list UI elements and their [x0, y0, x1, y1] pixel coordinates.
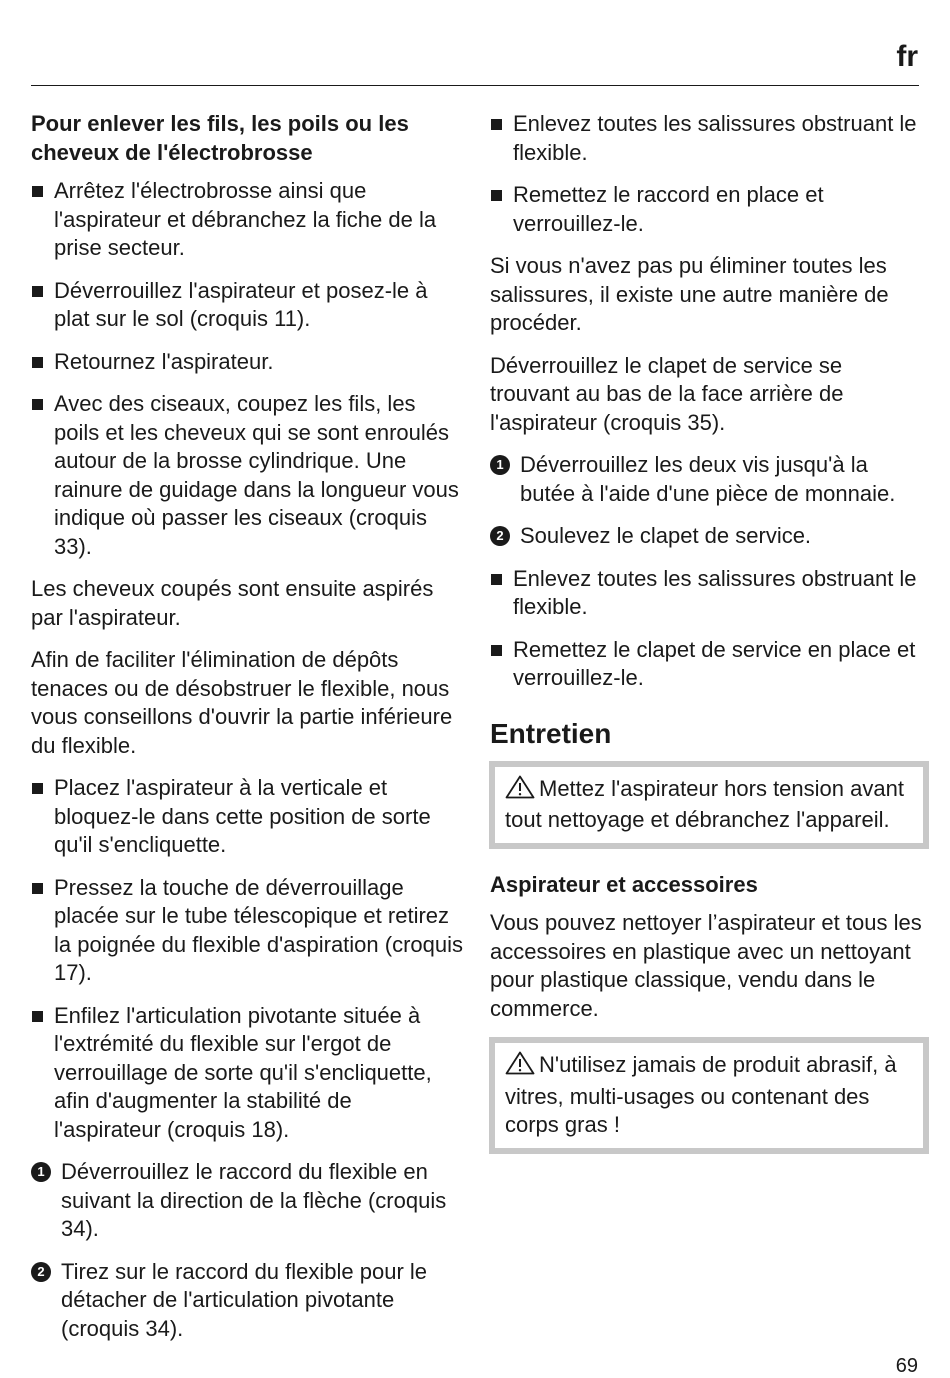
section-subheading: Aspirateur et accessoires [490, 871, 758, 897]
bullet-square-icon [32, 186, 43, 197]
bullet-square-icon [32, 399, 43, 410]
page-number: 69 [895, 1355, 918, 1377]
list-item: Retournez l'aspirateur. [31, 348, 463, 377]
numbered-step: 1 Déverrouillez les deux vis jusqu'à la butée à l'aide d'une pièce de monnaie. [490, 451, 922, 508]
warning-triangle-icon [505, 1051, 535, 1083]
bullet-square-icon [32, 357, 43, 368]
warning-text: N'utilisez jamais de produit abrasif, à vitres, multi-usages ou contenant des corps gras ! [505, 1052, 897, 1137]
warning-box [489, 1037, 929, 1154]
list-item: Arrêtez l'électrobrosse ainsi que l'aspirateur et débranchez la fiche de la prise secteur. [31, 177, 463, 263]
list-item: Déverrouillez l'aspirateur et posez-le à plat sur le sol (croquis 11). [31, 277, 463, 334]
list-item: Placez l'aspirateur à la verticale et bloquez-le dans cette position de sorte qu'il s'encliquette. [31, 774, 463, 860]
bullet-square-icon [32, 1011, 43, 1022]
list-item: Remettez le clapet de service en place et verrouillez-le. [490, 636, 922, 693]
numbered-step: 2 Soulevez le clapet de service. [490, 522, 922, 551]
bullet-square-icon [491, 190, 502, 201]
paragraph: Vous pouvez nettoyer l’aspirateur et tous les accessoires en plastique avec un nettoyant pour plastique classique, vendu dans le commerce. [490, 910, 922, 1021]
step-number-icon: 2 [490, 526, 510, 546]
paragraph: Afin de faciliter l'élimination de dépôts tenaces ou de désobstruer le flexible, nous vous conseillons d'ouvrir la partie inférieure du flexible. [31, 647, 453, 758]
warning-box [489, 761, 929, 849]
paragraph: Déverrouillez le clapet de service se trouvant au bas de la face arrière de l'aspirateur (croquis 35). [490, 352, 844, 435]
bullet-square-icon [491, 574, 502, 585]
list-item: Enfilez l'articulation pivotante située à l'extrémité du flexible sur l'ergot de verrouillage de sorte qu'il s'encliquette, afin d'augmenter la stabilité de l'aspirateur (croquis 18). [31, 1002, 463, 1145]
bullet-square-icon [32, 286, 43, 297]
warning-text: Mettez l'aspirateur hors tension avant tout nettoyage et débranchez l'appareil. [505, 775, 904, 832]
numbered-step: 1 Déverrouillez le raccord du flexible en suivant la direction de la flèche (croquis 34). [31, 1158, 463, 1244]
warning-triangle-icon [505, 775, 535, 807]
paragraph: Si vous n'avez pas pu éliminer toutes les salissures, il existe une autre manière de procéder. [490, 253, 889, 335]
step-number-icon: 1 [490, 455, 510, 475]
bullet-square-icon [32, 783, 43, 794]
header-rule [31, 85, 919, 86]
paragraph: Les cheveux coupés sont ensuite aspirés par l'aspirateur. [31, 576, 434, 630]
step-number-icon: 2 [31, 1262, 51, 1282]
list-item: Enlevez toutes les salissures obstruant le flexible. [490, 110, 922, 167]
bullet-square-icon [32, 883, 43, 894]
language-code: fr [896, 40, 918, 73]
bullet-square-icon [491, 645, 502, 656]
list-item: Remettez le raccord en place et verrouillez-le. [490, 181, 922, 238]
left-column [31, 110, 463, 1357]
step-number-icon: 1 [31, 1162, 51, 1182]
bullet-square-icon [491, 119, 502, 130]
list-item: Enlevez toutes les salissures obstruant le flexible. [490, 565, 922, 622]
right-column [490, 110, 922, 1176]
section-subheading: Pour enlever les fils, les poils ou les cheveux de l'électrobrosse [31, 111, 409, 165]
list-item: Pressez la touche de déverrouillage placée sur le tube télescopique et retirez la poignée du flexible d'aspiration (croquis 17). [31, 874, 463, 988]
list-item: Avec des ciseaux, coupez les fils, les poils et les cheveux qui se sont enroulés autour de la brosse cylindrique. Une rainure de guidage dans la longueur vous indique où passer les ciseaux (croquis 33). [31, 390, 463, 561]
numbered-step: 2 Tirez sur le raccord du flexible pour le détacher de l'articulation pivotante (croquis 34). [31, 1258, 463, 1344]
section-title: Entretien [490, 717, 612, 749]
